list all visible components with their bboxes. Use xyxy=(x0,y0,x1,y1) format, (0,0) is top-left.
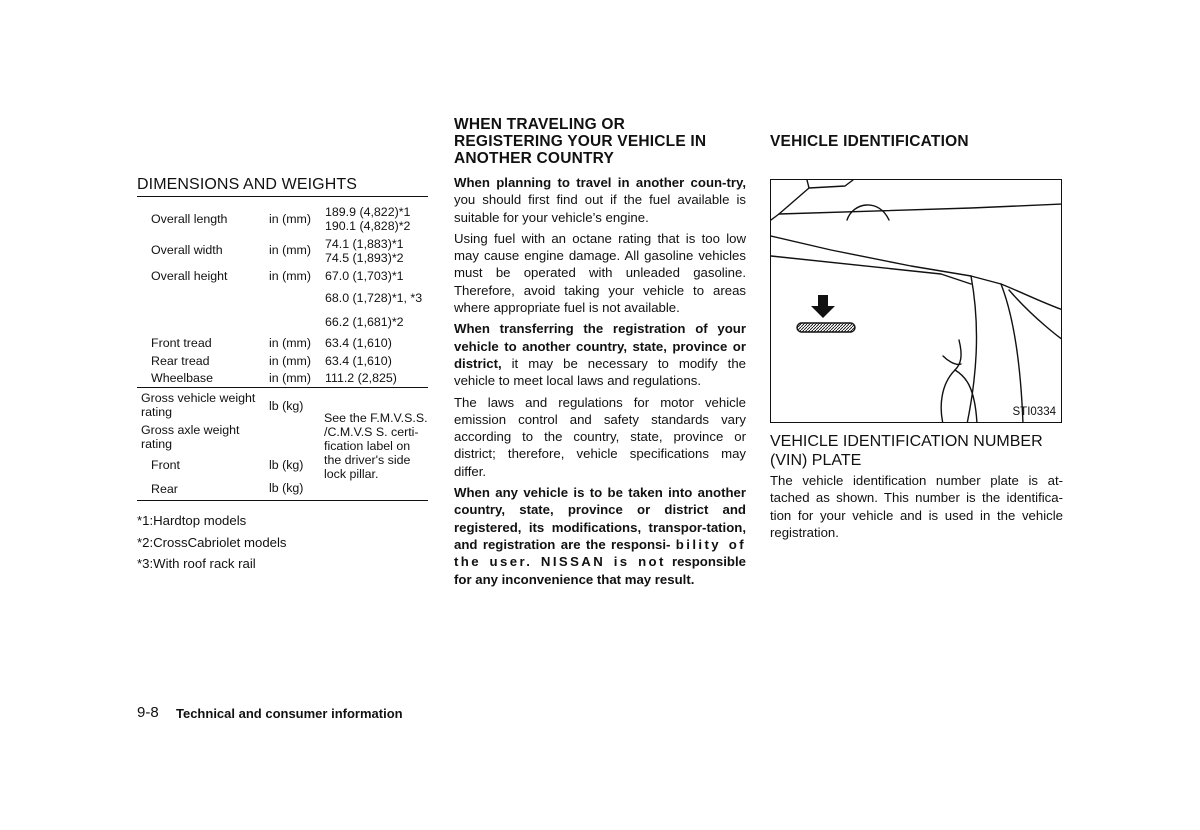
gawr-label-line-1: Gross axle weight xyxy=(141,423,240,437)
paragraph-laws: The laws and regulations for motor vehicle emission control and safety standards vary according to the country, state, province or district; therefore, vehicle specifications may differ. xyxy=(454,394,746,479)
gawr-label-line-2: rating xyxy=(141,437,172,451)
overall-height-value-1: 67.0 (1,703)*1 xyxy=(325,269,404,283)
overall-width-unit: in (mm) xyxy=(269,243,311,257)
vin-location-illustration xyxy=(771,180,1062,423)
overall-length-value-2: 190.1 (4,828)*2 xyxy=(325,219,411,233)
overall-height-value-2: 68.0 (1,728)*1, *3 xyxy=(325,291,423,305)
gvwr-unit: lb (kg) xyxy=(269,399,304,413)
front-tread-value: 63.4 (1,610) xyxy=(325,336,392,350)
wheelbase-unit: in (mm) xyxy=(269,371,311,385)
footer-section-title: Technical and consumer information xyxy=(176,706,403,721)
table-top-rule xyxy=(137,196,428,197)
paragraph-fuel-check: When planning to travel in another coun-try, you should first find out if the fuel available is suitable for your vehicle’s engine. xyxy=(454,175,746,225)
overall-length-unit: in (mm) xyxy=(269,212,311,226)
vin-plate-text: The vehicle identification number plate is at-tached as shown. This number is the identifica-tion for your vehicle and is used in the vehicle registration. xyxy=(770,473,1063,540)
vin-plate-title: VEHICLE IDENTIFICATION NUMBER (VIN) PLATE xyxy=(770,433,1043,469)
rear-weight-unit: lb (kg) xyxy=(269,481,304,495)
weight-note-line-1: See the F.M.V.S.S. xyxy=(324,411,428,425)
rear-weight-label: Rear xyxy=(151,482,178,496)
gvwr-label-line-2: rating xyxy=(141,405,172,419)
traveling-title: WHEN TRAVELING OR REGISTERING YOUR VEHICLE IN ANOTHER COUNTRY xyxy=(454,116,707,167)
paragraph-transfer-registration: When transferring the registration of your vehicle to another country, state, province or district, it may be necessary to modify the vehicle to meet local laws and regulations. xyxy=(454,321,746,389)
overall-width-value-2: 74.5 (1,893)*2 xyxy=(325,251,404,265)
footnote-roof-rack: *3:With roof rack rail xyxy=(137,556,256,571)
figure-code: STI0334 xyxy=(1012,406,1056,418)
overall-height-label: Overall height xyxy=(151,269,228,283)
paragraph-octane: Using fuel with an octane rating that is too low may cause engine damage. All gasoline vehicles must be operated with unleaded gasoline. Therefore, avoid taking your vehicle to areas where appropriate fuel is not available. xyxy=(454,230,746,316)
weight-note-line-5: lock pillar. xyxy=(324,467,379,481)
overall-length-value-1: 189.9 (4,822)*1 xyxy=(325,205,411,219)
front-weight-unit: lb (kg) xyxy=(269,458,304,472)
gvwr-label-line-1: Gross vehicle weight xyxy=(141,391,256,405)
overall-height-value-3: 66.2 (1,681)*2 xyxy=(325,315,404,329)
dimensions-title: DIMENSIONS AND WEIGHTS xyxy=(137,176,357,193)
rear-tread-unit: in (mm) xyxy=(269,354,311,368)
weight-note-line-2: /C.M.V.S S. certi- xyxy=(324,425,419,439)
overall-length-label: Overall length xyxy=(151,212,228,226)
front-tread-unit: in (mm) xyxy=(269,336,311,350)
overall-height-unit: in (mm) xyxy=(269,269,311,283)
weight-note-line-4: the driver's side xyxy=(324,453,411,467)
footnote-hardtop: *1:Hardtop models xyxy=(137,513,247,528)
traveling-body xyxy=(454,174,746,592)
vin-plate-shape xyxy=(797,323,855,332)
rear-tread-label: Rear tread xyxy=(151,354,210,368)
front-tread-label: Front tread xyxy=(151,336,212,350)
paragraph-responsibility: When any vehicle is to be taken into another country, state, province or district and registered, its modifications, transpor-tation, and registration are the responsi- bility of the user. NISSAN is not responsible for any inconvenience that may result. xyxy=(454,485,746,587)
wheelbase-value: 111.2 (2,825) xyxy=(325,371,397,385)
overall-width-value-1: 74.1 (1,883)*1 xyxy=(325,237,404,251)
down-arrow-icon xyxy=(811,295,835,318)
wheelbase-label: Wheelbase xyxy=(151,371,213,385)
vin-plate-figure xyxy=(770,179,1062,423)
overall-width-label: Overall width xyxy=(151,243,223,257)
vehicle-identification-title: VEHICLE IDENTIFICATION xyxy=(770,133,969,150)
table-bottom-rule xyxy=(137,500,428,501)
rear-tread-value: 63.4 (1,610) xyxy=(325,354,392,368)
table-mid-rule xyxy=(137,387,428,388)
weight-note-line-3: fication label on xyxy=(324,439,411,453)
front-weight-label: Front xyxy=(151,458,180,472)
footnote-crosscabriolet: *2:CrossCabriolet models xyxy=(137,535,287,550)
page-number: 9-8 xyxy=(137,704,159,721)
